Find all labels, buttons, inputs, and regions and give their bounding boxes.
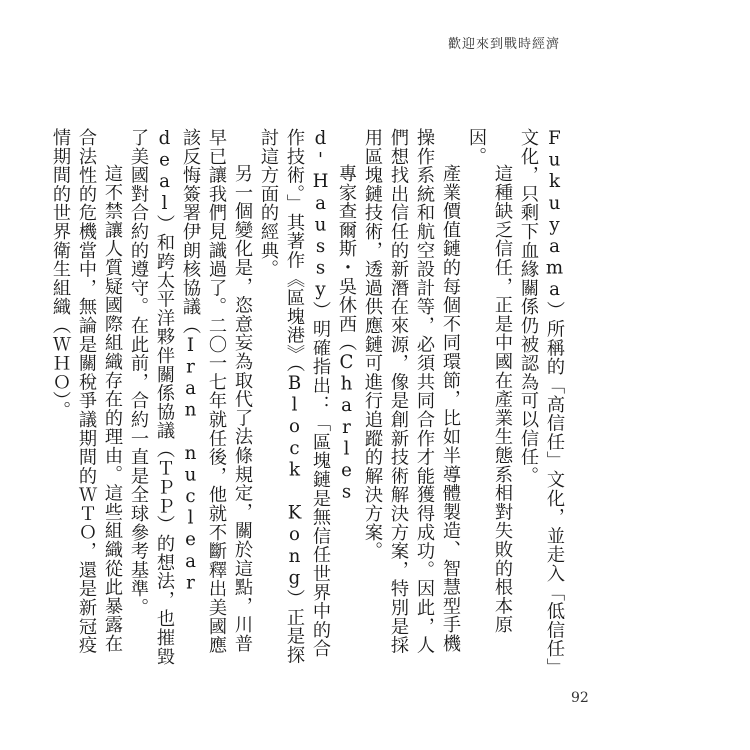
paragraph-5: 另一個變化是，恣意妄為取代了法條規定，關於這點，川普早已讓我們見識過了。二〇一七年就任後，他就不斷釋出美國應該反悔簽署伊朗核協議（Iran nuclear deal）和跨太平洋夥伴關係協議（ＴＰＰ）的想法，也摧毀了美國對合約的遵守。在此前，合約一直是全球參考基準。 [128, 128, 253, 666]
paragraph-6: 這不禁讓人質疑國際組織存在的理由。這些組織從此暴露在合法性的危機當中，無論是關稅爭議期間的ＷＴＯ，還是新冠疫情期間的世界衛生組織（ＷＨＯ）。 [50, 128, 123, 655]
page-number: 92 [571, 690, 589, 706]
paragraph-1: Fukuyama）所稱的「高信任」文化，並走入「低信任」文化，只剩下血緣關係仍被認為可以信任。 [518, 128, 565, 668]
paragraph-3: 產業價值鏈的每個不同環節，比如半導體製造、智慧型手機操作系統和航空設計等，必須共同合作才能獲得成功。因此，人們想找出信任的新潛在來源，像是創新技術解決方案，特別是採用區塊鏈技術，透過供應鏈可進行追蹤的解決方案。 [362, 128, 461, 655]
vertical-body-text [50, 128, 567, 668]
paragraph-2: 這種缺乏信任，正是中國在產業生態系相對失敗的根本原因。 [466, 128, 513, 635]
paragraph-4: 專家查爾斯・吳休西（Charles d'Haussy）明確指出：「區塊鏈是無信任世界中的合作技術。」其著作《區塊港》（Block Kong）正是探討這方面的經典。 [258, 128, 357, 665]
running-header: 歡迎來到戰時經濟 [447, 37, 560, 52]
